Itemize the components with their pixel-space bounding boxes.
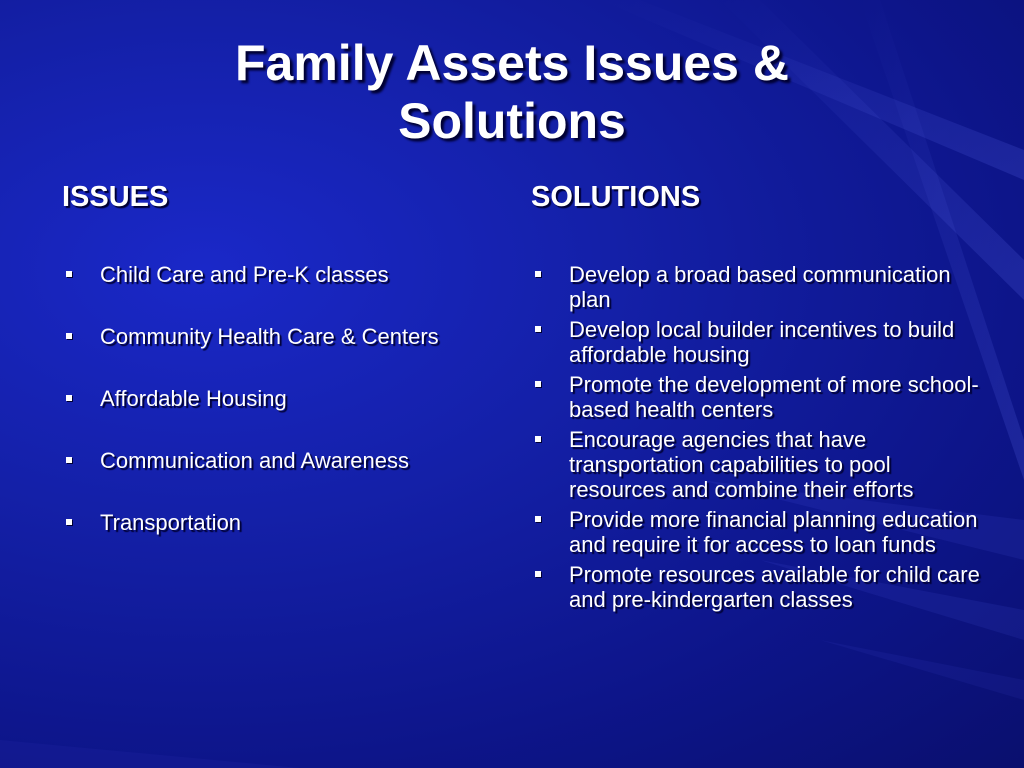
solution-item <box>531 317 981 367</box>
square-bullet-icon <box>535 571 541 577</box>
solution-item-text: Develop local builder incentives to build affordable housing <box>569 317 955 367</box>
square-bullet-icon <box>66 457 72 463</box>
square-bullet-icon <box>535 381 541 387</box>
title-line-1: Family Assets Issues & <box>235 35 789 91</box>
solution-item <box>531 262 981 312</box>
issue-item <box>62 262 482 287</box>
issues-list <box>62 262 482 572</box>
solution-item-text: Promote the development of more school-based health centers <box>569 372 979 422</box>
issue-item <box>62 448 482 473</box>
square-bullet-icon <box>66 395 72 401</box>
solutions-heading: SOLUTIONS <box>531 181 701 213</box>
issue-item-text: Child Care and Pre-K classes <box>100 262 389 287</box>
square-bullet-icon <box>66 519 72 525</box>
square-bullet-icon <box>535 516 541 522</box>
issue-item <box>62 510 482 535</box>
solutions-list <box>531 262 981 617</box>
issue-item-text: Affordable Housing <box>100 386 287 411</box>
solution-item <box>531 427 981 502</box>
square-bullet-icon <box>535 436 541 442</box>
solution-item <box>531 507 981 557</box>
solution-item-text: Develop a broad based communication plan <box>569 262 951 312</box>
solution-item <box>531 372 981 422</box>
solution-item-text: Encourage agencies that have transportation capabilities to pool resources and combine their efforts <box>569 427 914 502</box>
issue-item-text: Transportation <box>100 510 242 535</box>
square-bullet-icon <box>535 271 541 277</box>
solution-item-text: Promote resources available for child care and pre-kindergarten classes <box>569 562 980 612</box>
square-bullet-icon <box>66 271 72 277</box>
solution-item <box>531 562 981 612</box>
issues-heading: ISSUES <box>62 181 169 213</box>
square-bullet-icon <box>66 333 72 339</box>
title-line-2: Solutions <box>398 93 626 149</box>
issue-item-text: Communication and Awareness <box>100 448 409 473</box>
square-bullet-icon <box>535 326 541 332</box>
solution-item-text: Provide more financial planning education and require it for access to loan funds <box>569 507 978 557</box>
issue-item <box>62 386 482 411</box>
issue-item-text: Community Health Care & Centers <box>100 324 439 349</box>
issue-item <box>62 324 482 349</box>
slide-title <box>0 34 1024 150</box>
